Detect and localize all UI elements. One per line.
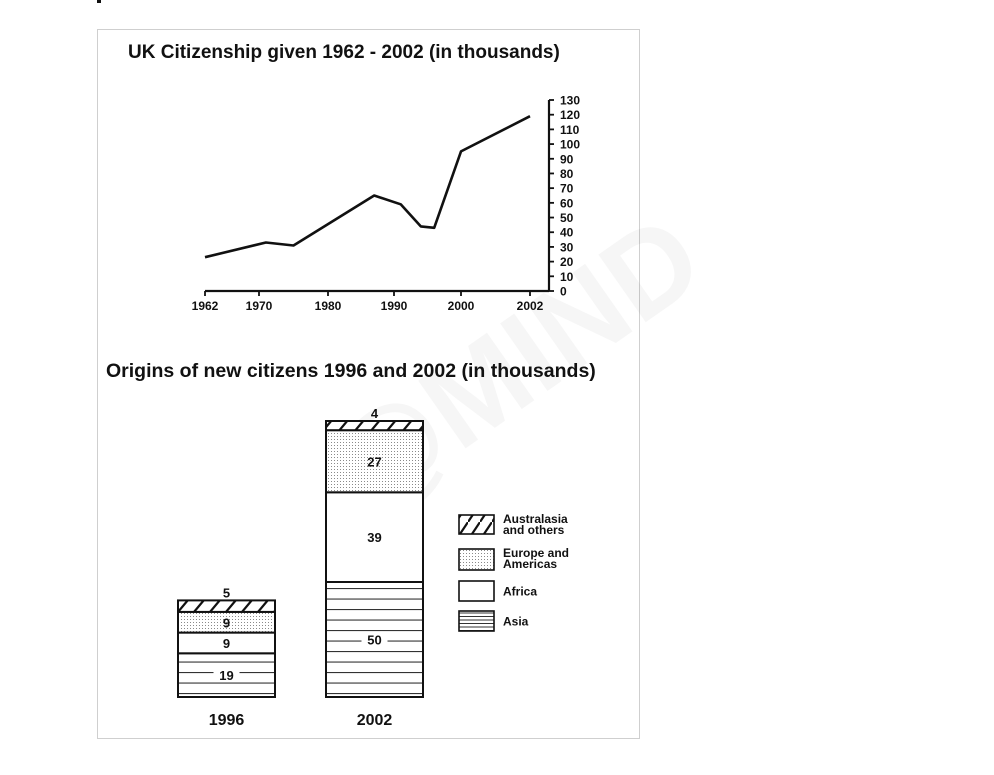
y-tick-label: 10 (560, 269, 574, 284)
stacked-bar-chart (178, 406, 423, 729)
y-tick-label: 50 (560, 211, 574, 226)
y-tick-label: 120 (560, 108, 581, 123)
y-tick-label: 60 (560, 196, 574, 211)
y-tick-label: 70 (560, 181, 574, 196)
segment-value-label: 4 (370, 406, 379, 421)
segment-value-label: 9 (222, 635, 231, 651)
legend-label: Africa (503, 584, 538, 599)
x-tick-label: 1990 (380, 299, 408, 313)
y-tick-label: 130 (560, 93, 581, 108)
x-tick-label: 1980 (314, 299, 342, 313)
x-tick-label: 1970 (245, 299, 273, 313)
y-tick-label: 100 (560, 137, 581, 152)
bar-segment-australasia-and-others (326, 421, 423, 430)
segment-value-label: 5 (222, 585, 231, 601)
line-chart (192, 94, 581, 314)
legend (459, 512, 569, 631)
legend-swatch (459, 611, 494, 631)
segment-value-label: 50 (367, 632, 382, 648)
segment-value-label: 27 (367, 454, 382, 470)
x-tick-label: 1962 (191, 299, 219, 313)
segment-value-label: 19 (219, 668, 234, 684)
bar-segment-australasia-and-others (178, 600, 275, 612)
x-tick-label: 2002 (516, 299, 544, 313)
legend-label: and others (503, 523, 565, 537)
legend-label: Europe and (503, 546, 570, 560)
legend-label: Australasia (503, 512, 568, 526)
legend-label: Asia (503, 614, 529, 629)
legend-swatch (459, 549, 494, 570)
x-tick-label: 2000 (447, 299, 475, 313)
category-label: 2002 (356, 712, 393, 729)
legend-swatch (459, 515, 494, 534)
segment-value-label: 39 (367, 530, 382, 546)
category-label: 1996 (208, 712, 245, 729)
y-tick-label: 90 (560, 152, 574, 167)
y-tick-label: 40 (560, 225, 574, 240)
legend-label: Americas (503, 557, 558, 571)
y-tick-label: 30 (560, 240, 574, 255)
legend-swatch (459, 581, 494, 601)
y-tick-label: 80 (560, 166, 574, 181)
segment-value-label: 9 (222, 615, 231, 631)
line-chart-title: UK Citizenship given 1962 - 2002 (in thousands) (128, 42, 560, 63)
bar-chart-title: Origins of new citizens 1996 and 2002 (in thousands) (106, 360, 596, 382)
citizenship-line (205, 116, 530, 257)
y-tick-label: 110 (560, 122, 580, 137)
y-tick-label: 0 (560, 284, 567, 299)
y-tick-label: 20 (560, 255, 574, 270)
